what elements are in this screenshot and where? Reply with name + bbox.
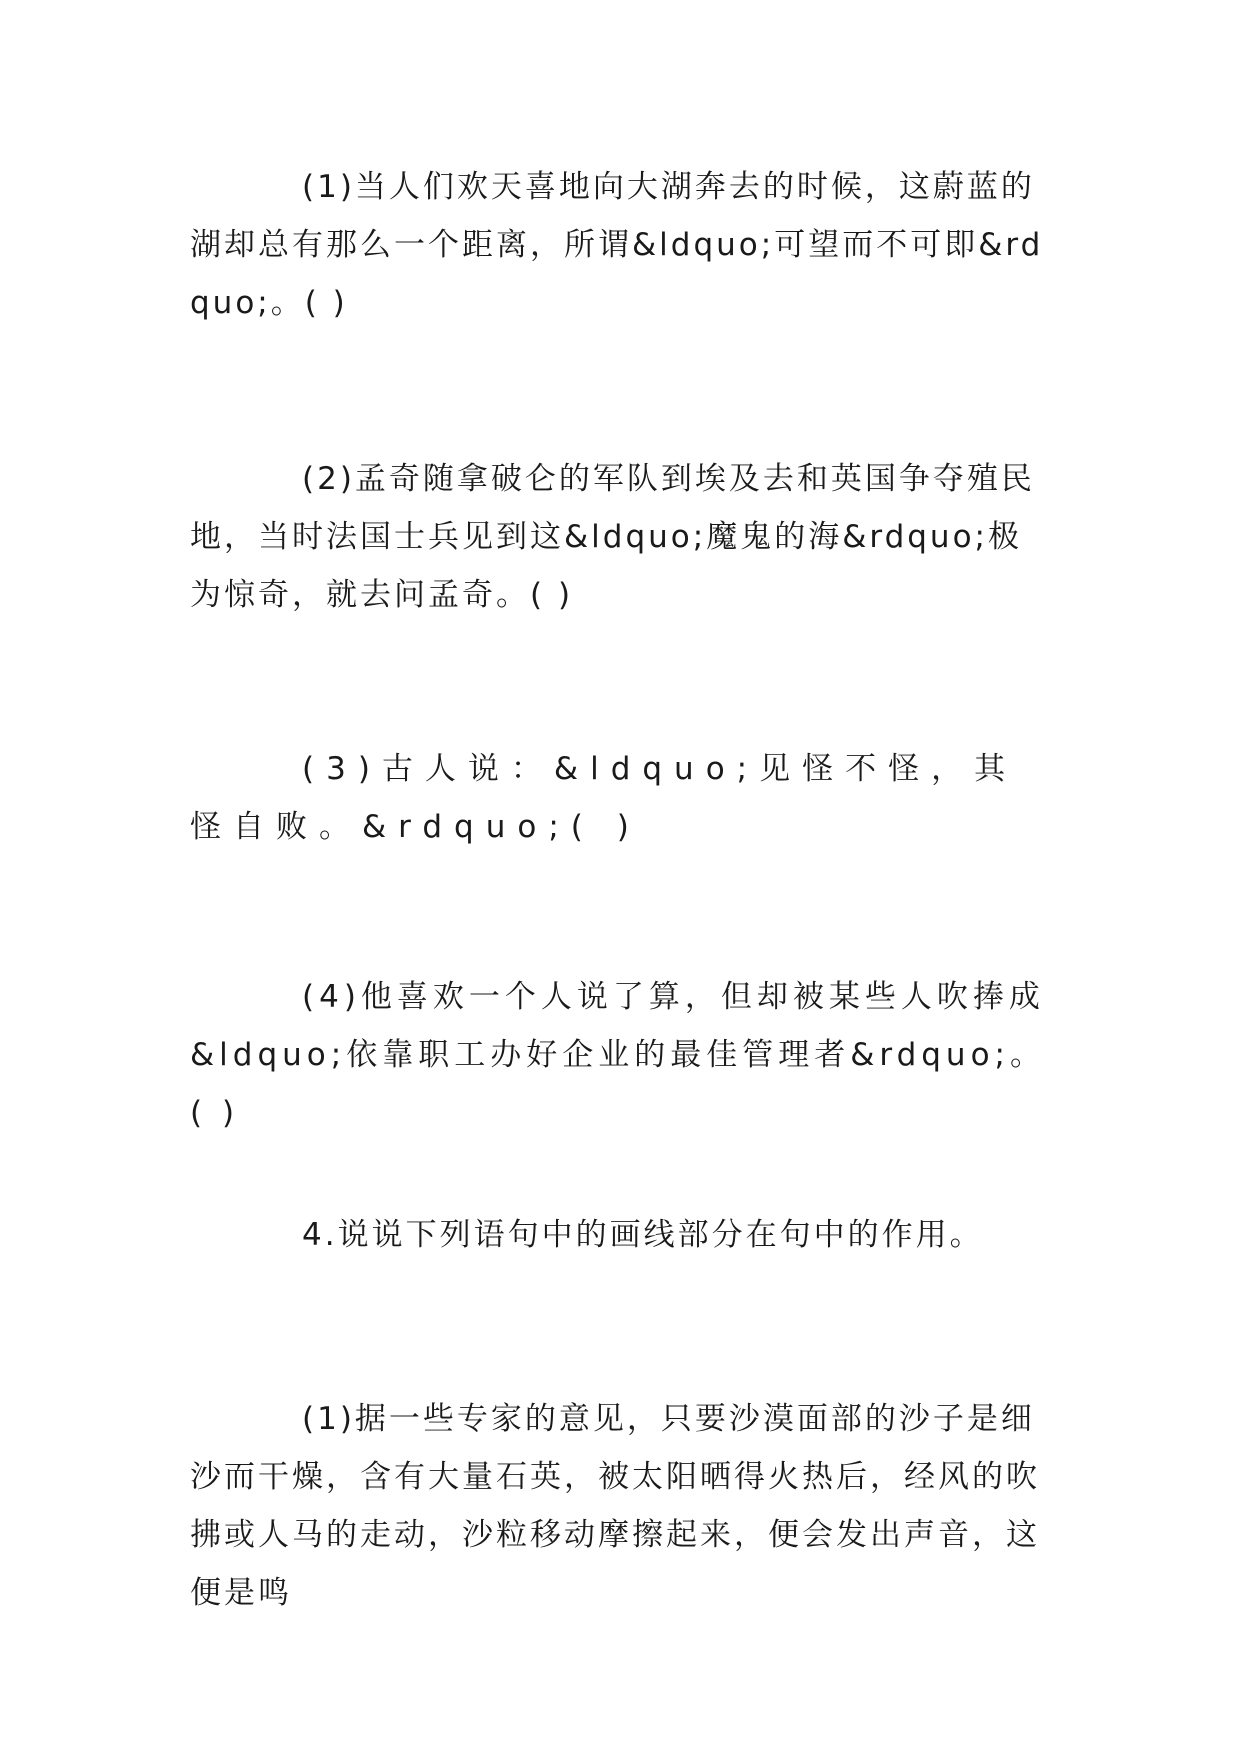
question-item-3: (3)古人说：&ldquo;见怪不怪，其怪自败。&rdquo;( ) (190, 751, 1018, 845)
question-item-1: (1)当人们欢天喜地向大湖奔去的时候，这蔚蓝的湖却总有那么一个距离，所谓&ldquo;可望而不可即&rdquo;。( ) (190, 169, 1044, 321)
section-heading: 4.说说下列语句中的画线部分在句中的作用。 (302, 1217, 984, 1253)
passage-item-1: (1)据一些专家的意见，只要沙漠面部的沙子是细沙而干燥，含有大量石英，被太阳晒得火热后，经风的吹拂或人马的走动，沙粒移动摩擦起来，便会发出声音，这便是鸣 (190, 1401, 1040, 1611)
question-item-2: (2)孟奇随拿破仑的军队到埃及去和英国争夺殖民地，当时法国士兵见到这&ldquo;魔鬼的海&rdquo;极为惊奇，就去问孟奇。( ) (190, 461, 1035, 613)
question-item-4: (4)他喜欢一个人说了算，但却被某些人吹捧成&ldquo;依靠职工办好企业的最佳管理者&rdquo;。( ) (190, 979, 1046, 1131)
